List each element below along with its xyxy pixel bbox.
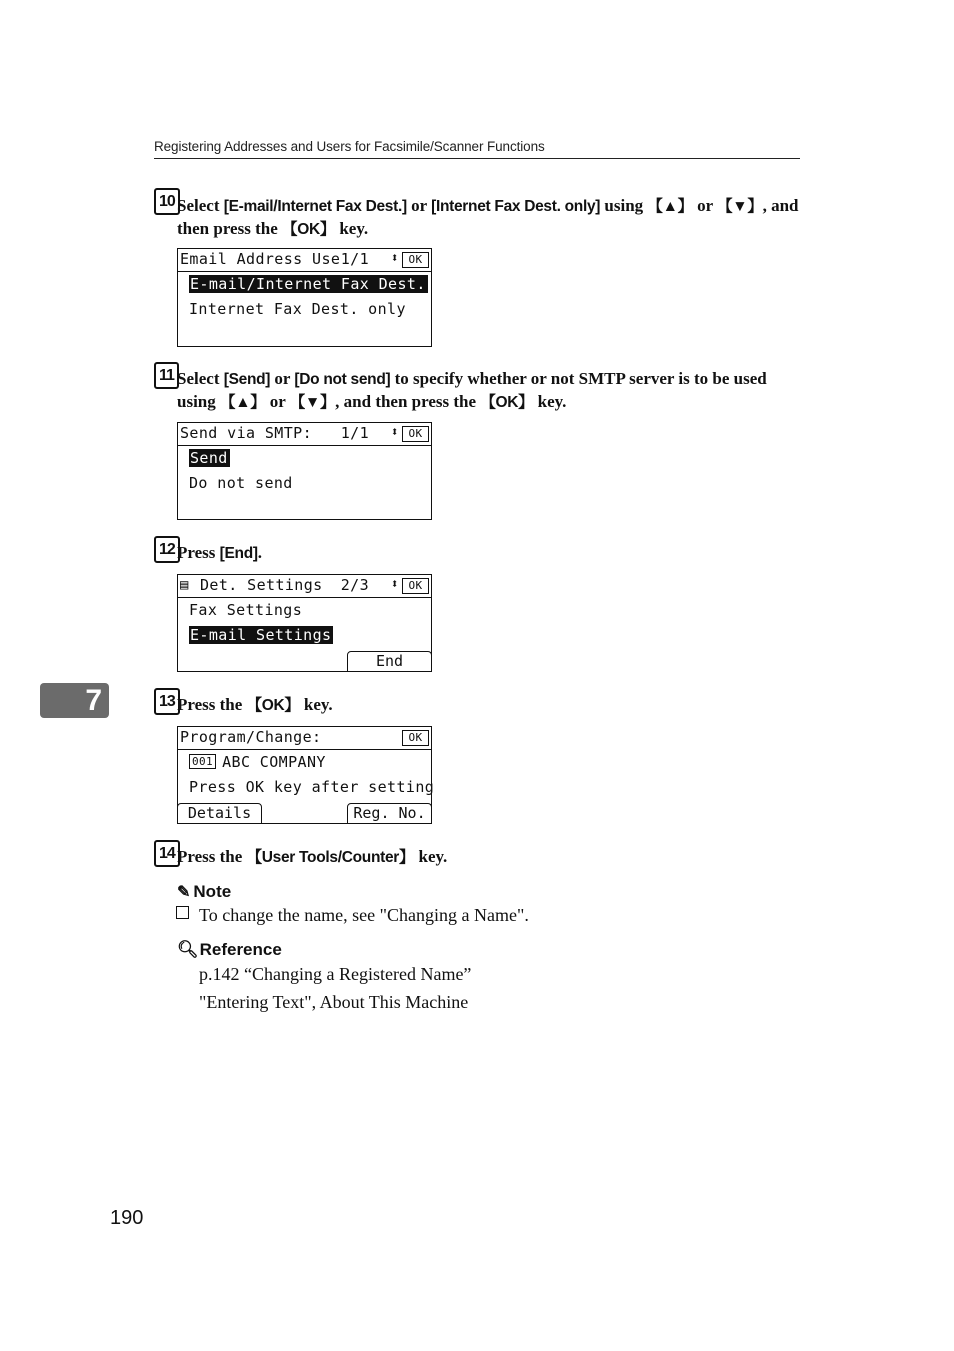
lcd-screen-det-settings <box>177 574 432 672</box>
step-14-instruction <box>177 846 802 869</box>
step-number-10: 10 <box>154 188 180 215</box>
key-label: 【OK】 <box>246 697 300 714</box>
softkey-end: End <box>347 651 432 672</box>
step-number-14: 14 <box>154 840 180 867</box>
lcd-option-email-internet-fax <box>189 274 428 294</box>
lcd-title-bar <box>178 423 431 446</box>
magnifier-icon: 🔍︎ <box>177 940 199 959</box>
lcd-title-bar <box>178 575 431 598</box>
reference-line: "Entering Text", About This Machine <box>199 992 469 1012</box>
key-label: 【OK】 <box>282 220 336 238</box>
ok-key-icon: OK <box>402 426 429 442</box>
lcd-title: Program/Change: <box>180 728 322 746</box>
ok-key-icon: OK <box>402 252 429 268</box>
lcd-option-fax-settings: Fax Settings <box>189 601 303 619</box>
key-label: 【▲】 <box>220 393 266 411</box>
key-label: [End] <box>219 545 258 562</box>
lcd-screen-program-change <box>177 726 435 824</box>
text: key. <box>299 695 333 714</box>
lcd-title: Email Address Use <box>180 250 341 268</box>
text: to specify whether or not SMTP server is to be used using <box>177 369 767 411</box>
lcd-option-internet-fax-only: Internet Fax Dest. only <box>189 300 406 318</box>
step-10-instruction <box>177 195 802 240</box>
step-number-13: 13 <box>154 688 180 715</box>
lcd-page-count: 1/1 <box>340 424 369 442</box>
text: key. <box>335 218 369 238</box>
text: key. <box>414 847 448 866</box>
lcd-instruction-line: Press OK key after setting <box>189 778 435 796</box>
key-label: 【▲】 <box>647 198 693 215</box>
key-label: [Internet Fax Dest. only] <box>431 198 601 215</box>
lcd-page-count: 1/1 <box>340 250 369 268</box>
lcd-title: Det. Settings <box>200 576 323 594</box>
softkey-details: Details <box>177 803 262 824</box>
lcd-title-bar <box>178 727 431 750</box>
up-down-arrow-icon: ⬍ <box>390 251 399 266</box>
lcd-registered-entry <box>189 752 326 772</box>
running-header: Registering Addresses and Users for Facsimile/Scanner Functions <box>154 139 545 154</box>
ok-key-icon: OK <box>402 578 429 594</box>
menu-list-icon: ▤ <box>180 577 189 593</box>
checkbox-icon <box>176 906 189 919</box>
key-label: [Send] <box>223 371 271 388</box>
registration-code: 001 <box>189 754 216 769</box>
selected-option: E-mail Settings <box>190 626 332 644</box>
softkey-reg-no: Reg. No. <box>347 803 432 824</box>
step-12-instruction <box>177 542 802 565</box>
text: or <box>692 196 718 215</box>
text: or <box>406 196 432 215</box>
lcd-option-email-settings <box>189 625 333 645</box>
text: or <box>265 391 290 411</box>
text: . <box>257 543 263 562</box>
lcd-option-send <box>189 448 230 468</box>
text: key. <box>533 391 567 411</box>
up-down-arrow-icon: ⬍ <box>390 425 399 440</box>
key-label: 【User Tools/Counter】 <box>246 849 415 866</box>
text: , and then press the <box>177 196 799 238</box>
step-number-12: 12 <box>154 536 180 563</box>
reference-line: p.142 “Changing a Registered Name” <box>199 964 472 984</box>
step-number-11: 11 <box>154 362 179 389</box>
lcd-title-bar <box>178 249 431 272</box>
selected-option: Send <box>190 449 228 467</box>
key-label: [Do not send] <box>294 371 391 388</box>
text: Select <box>177 369 224 388</box>
lcd-title: Send via SMTP: <box>180 424 313 442</box>
text: , and then press the <box>335 391 481 411</box>
pencil-icon: ✎ <box>177 884 191 901</box>
entry-name: ABC COMPANY <box>222 753 326 771</box>
note-item: To change the name, see "Changing a Name". <box>199 905 529 925</box>
note-heading <box>177 882 231 902</box>
reference-label: Reference <box>199 940 282 959</box>
up-down-arrow-icon: ⬍ <box>390 577 399 592</box>
reference-heading <box>177 940 282 960</box>
note-label: Note <box>193 882 232 901</box>
lcd-screen-email-address-use <box>177 248 432 347</box>
key-label: 【OK】 <box>480 393 534 411</box>
text: or <box>270 369 295 388</box>
text: Press the <box>177 695 247 714</box>
step-13-instruction <box>177 694 802 717</box>
lcd-page-count: 2/3 <box>340 576 369 594</box>
text: using <box>600 196 648 215</box>
text: Select <box>177 196 224 215</box>
text: Press <box>177 543 220 562</box>
lcd-screen-send-via-smtp <box>177 422 432 520</box>
key-label: [E-mail/Internet Fax Dest.] <box>223 198 407 215</box>
key-label: 【▼】 <box>289 393 336 411</box>
header-rule <box>154 158 800 159</box>
key-label: 【▼】 <box>717 198 763 215</box>
selected-option: E-mail/Internet Fax Dest. <box>190 275 426 293</box>
chapter-tab: 7 <box>40 683 109 718</box>
page-number: 190 <box>110 1207 144 1229</box>
lcd-option-do-not-send: Do not send <box>189 474 293 492</box>
ok-key-icon: OK <box>402 730 429 746</box>
text: Press the <box>177 847 247 866</box>
step-11-instruction <box>177 368 802 413</box>
